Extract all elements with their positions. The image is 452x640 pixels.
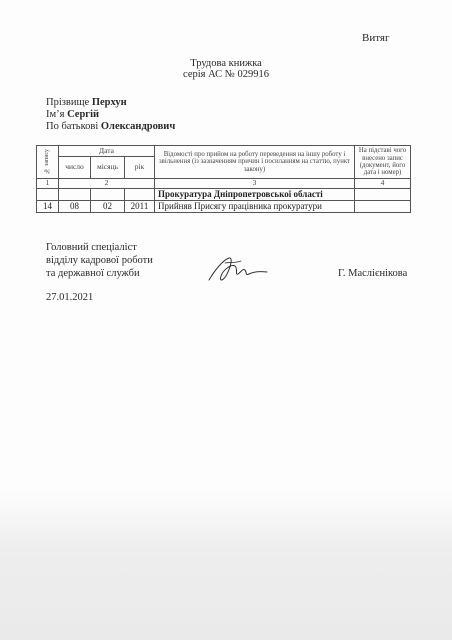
patronymic-value: Олександрович	[100, 121, 176, 132]
header-basis: На підставі чого внесено запис (документ, його дата і номер)	[355, 146, 411, 179]
column-number: 4	[355, 179, 411, 189]
surname-label: Прізвище	[46, 97, 90, 108]
column-number-row	[37, 179, 411, 189]
column-number: 1	[37, 179, 59, 189]
record-text: Прийняв Присягу працівника прокуратури	[155, 201, 355, 213]
document-title: Трудова книжка	[190, 58, 262, 69]
column-number: 2	[59, 179, 155, 189]
handwritten-signature	[205, 254, 271, 286]
surname-value: Перхун	[91, 97, 127, 108]
name-field	[46, 109, 99, 120]
organization-row	[37, 189, 411, 201]
signer-position-line1: Головний спеціаліст	[46, 242, 137, 253]
surname-field	[46, 97, 127, 108]
table-header-row	[37, 146, 411, 157]
header-month: місяць	[91, 157, 125, 179]
header-year: рік	[125, 157, 155, 179]
table-row	[37, 201, 411, 213]
document-date: 27.01.2021	[46, 292, 94, 303]
record-number: 14	[37, 201, 59, 213]
patronymic-label: По батькові	[46, 121, 99, 132]
scan-shadow	[0, 490, 452, 640]
extract-label: Витяг	[362, 32, 390, 44]
signer-position-line3: та державної служби	[46, 268, 140, 279]
signer-position-line2: відділу кадрової роботи	[46, 255, 153, 266]
employment-records-table	[36, 145, 411, 213]
name-value: Сергій	[67, 109, 100, 120]
record-day: 08	[59, 201, 91, 213]
record-basis	[355, 201, 411, 213]
organization-name: Прокуратура Дніпропетровської області	[155, 189, 355, 201]
record-month: 02	[91, 201, 125, 213]
name-label: Ім’я	[46, 109, 65, 120]
header-day: число	[59, 157, 91, 179]
signer-name: Г. Маслієнікова	[338, 268, 408, 279]
document-series: серія АС № 029916	[183, 69, 269, 80]
header-record-number: № запису	[37, 146, 59, 179]
record-year: 2011	[125, 201, 155, 213]
header-date: Дата	[59, 146, 155, 157]
header-info: Відомості про прийом на роботу переведення на іншу роботу і звільнення (із зазначенням причин і посиланням на статтю, пункт закону)	[155, 146, 355, 179]
column-number: 3	[155, 179, 355, 189]
patronymic-field	[46, 121, 175, 132]
